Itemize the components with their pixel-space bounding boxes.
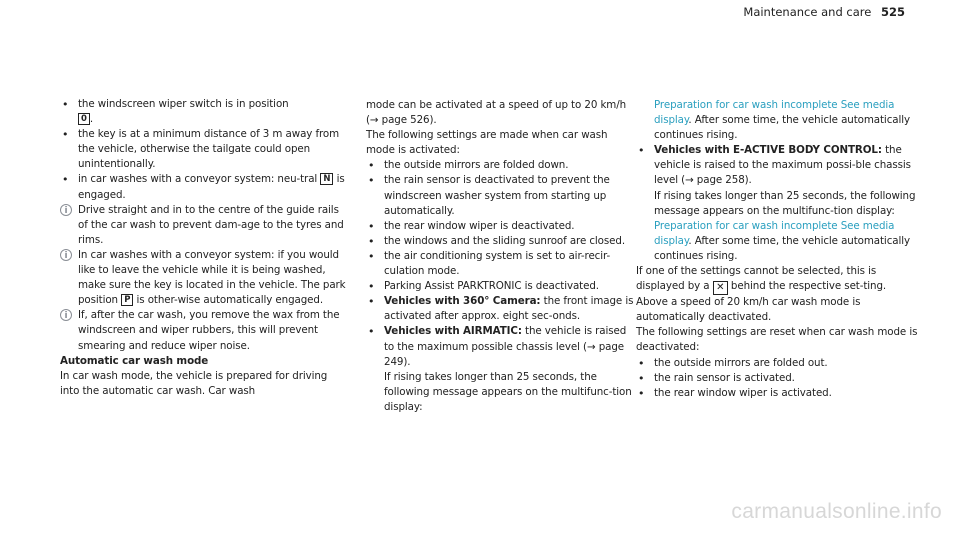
paragraph: If rising takes longer than 25 seconds, the following message appears on the multifunc-tion display: bbox=[654, 189, 916, 217]
park-symbol: P bbox=[121, 294, 133, 306]
list-item: • the rear window wiper is activated. bbox=[636, 386, 918, 401]
list-item: • the outside mirrors are folded out. bbox=[636, 356, 918, 371]
page-number: 525 bbox=[880, 5, 905, 19]
arrow-icon: → bbox=[586, 340, 596, 353]
note: i If, after the car wash, you remove the wax from the windscreen and wiper rubbers, this will prevent smearing and reduce wiper noise. bbox=[60, 308, 346, 353]
column-3 bbox=[636, 98, 918, 401]
message-text: Preparation for car wash incomplete See media display bbox=[654, 99, 895, 127]
paragraph: The following settings are made when car wash mode is activated: bbox=[366, 129, 608, 157]
display-message: Preparation for car wash incomplete See media display. After some time, the vehicle automatically continues rising. bbox=[654, 219, 910, 262]
arrow-icon: → bbox=[369, 114, 379, 127]
position-zero-symbol: 0 bbox=[78, 113, 90, 125]
list-item: • the windows and the sliding sunroof are closed. bbox=[366, 234, 634, 249]
list-item: • the rain sensor is deactivated to prevent the windscreen washer system from starting up automatically. bbox=[366, 173, 634, 218]
column-2 bbox=[366, 98, 634, 415]
item-heading: Vehicles with E-ACTIVE BODY CONTROL: bbox=[654, 144, 882, 157]
list-item: • Vehicles with E-ACTIVE BODY CONTROL: the vehicle is raised to the maximum possi-ble chassis level (→ page 258). bbox=[636, 143, 918, 188]
list-item: • Vehicles with AIRMATIC: the vehicle is raised to the maximum possible chassis level (→ page 249). bbox=[366, 324, 634, 369]
list-item: • Parking Assist PARKTRONIC is deactivated. bbox=[366, 279, 634, 294]
column-1 bbox=[60, 98, 346, 399]
message-text: Preparation for car wash incomplete See media display bbox=[654, 219, 895, 247]
paragraph: The following settings are reset when car wash mode is deactivated: bbox=[636, 326, 918, 354]
neutral-symbol: N bbox=[320, 173, 333, 185]
item-heading: Vehicles with AIRMATIC: bbox=[384, 325, 522, 338]
note: i Drive straight and in to the centre of the guide rails of the car wash to prevent dam-age to the tyres and rims. bbox=[60, 203, 346, 248]
section-heading: Automatic car wash mode bbox=[60, 354, 209, 367]
list-item: • the key is at a minimum distance of 3 m away from the vehicle, otherwise the tailgate could open unintentionally. bbox=[60, 127, 346, 172]
list-item: • the outside mirrors are folded down. bbox=[366, 158, 634, 173]
paragraph: If rising takes longer than 25 seconds, the following message appears on the multifunc-tion display: bbox=[384, 370, 632, 413]
list-item: • the air conditioning system is set to air-recir-culation mode. bbox=[366, 249, 634, 279]
item-heading: Vehicles with 360° Camera: bbox=[384, 295, 541, 308]
info-circle-icon: i bbox=[60, 204, 72, 216]
arrow-icon: → bbox=[685, 174, 694, 187]
list-item: • Vehicles with 360° Camera: the front image is activated after approx. eight sec-onds. bbox=[366, 294, 634, 324]
paragraph: mode can be activated at a speed of up to 20 km/h (→ page 526). bbox=[366, 99, 627, 127]
cross-icon: ✕ bbox=[713, 281, 728, 295]
paragraph: If one of the settings cannot be selected, this is displayed by a ✕ behind the respective set-ting. bbox=[636, 265, 887, 294]
page-link[interactable]: page 526). bbox=[381, 114, 437, 127]
list-item: • the windscreen wiper switch is in position 0 . bbox=[60, 97, 346, 127]
info-circle-icon: i bbox=[60, 309, 72, 321]
display-message: Preparation for car wash incomplete See media display. After some time, the vehicle automatically continues rising. bbox=[654, 99, 910, 142]
list-item: • the rain sensor is activated. bbox=[636, 371, 918, 386]
watermark: carmanualsonline.info bbox=[731, 500, 942, 523]
paragraph: In car wash mode, the vehicle is prepared for driving into the automatic car wash. Car wash bbox=[60, 369, 328, 397]
list-item: • the rear window wiper is deactivated. bbox=[366, 219, 634, 234]
paragraph: Above a speed of 20 km/h car wash mode is automatically deactivated. bbox=[636, 296, 861, 324]
note: i In car washes with a conveyor system: if you would like to leave the vehicle while it is being washed, make sure the key is located in the vehicle. The park position P is other-wise automatically engaged. bbox=[60, 248, 346, 308]
info-circle-icon: i bbox=[60, 249, 72, 261]
page-link[interactable]: page 249). bbox=[384, 340, 625, 368]
page-header bbox=[743, 5, 905, 19]
page-link[interactable]: page 258). bbox=[696, 174, 752, 187]
list-item: • in car washes with a conveyor system: neu-tral N is engaged. bbox=[60, 172, 346, 202]
section-title: Maintenance and care bbox=[743, 5, 872, 19]
